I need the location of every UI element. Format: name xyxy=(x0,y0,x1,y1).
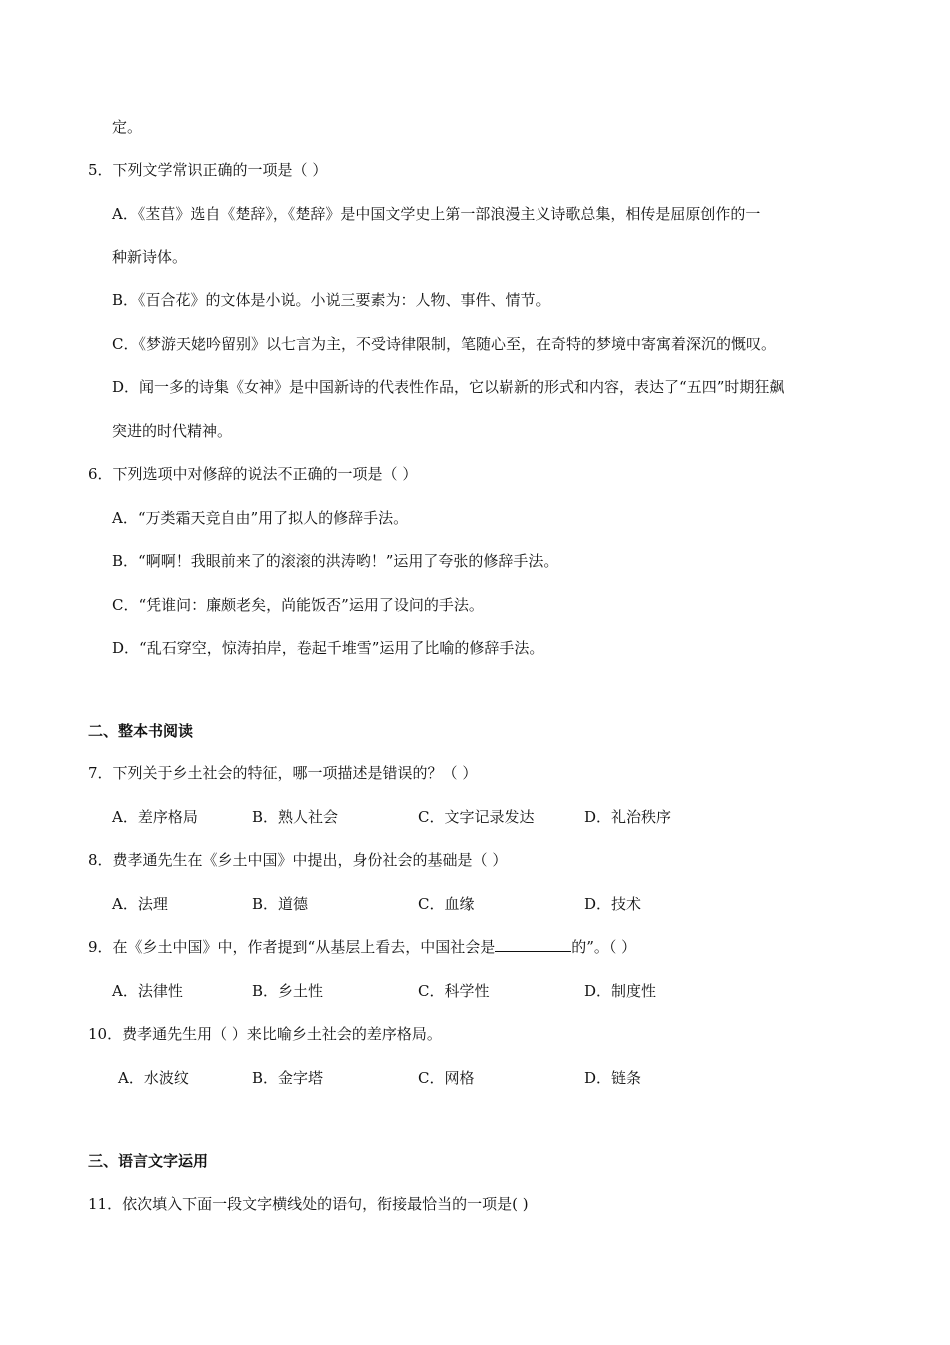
question-9-option-a: A．法律性 xyxy=(112,982,183,1000)
question-5-option-a-cont: 种新诗体。 xyxy=(112,248,188,266)
question-6-option-d: D．“乱石穿空，惊涛拍岸，卷起千堆雪”运用了比喻的修辞手法。 xyxy=(112,639,545,657)
question-8-option-c: C．血缘 xyxy=(418,895,475,913)
question-8-option-b: B．道德 xyxy=(252,895,309,913)
question-9-stem-before: 9．在《乡土中国》中，作者提到“从基层上看去，中国社会是 xyxy=(88,938,496,956)
question-10-option-b: B．金字塔 xyxy=(252,1069,324,1087)
question-10-option-a: A．水波纹 xyxy=(118,1069,189,1087)
question-6-option-c: C．“凭谁问：廉颇老矣，尚能饭否”运用了设问的手法。 xyxy=(112,596,484,614)
question-7-option-c: C．文字记录发达 xyxy=(418,808,535,826)
question-10-stem: 10．费孝通先生用（ ）来比喻乡土社会的差序格局。 xyxy=(88,1025,442,1043)
question-7-stem: 7．下列关于乡土社会的特征，哪一项描述是错误的？（ ） xyxy=(88,764,478,782)
question-8-stem: 8．费孝通先生在《乡土中国》中提出，身份社会的基础是（ ） xyxy=(88,851,508,869)
question-5-option-b: B．《百合花》的文体是小说。小说三要素为：人物、事件、情节。 xyxy=(112,291,551,309)
question-10-option-d: D．链条 xyxy=(584,1069,642,1087)
question-7-option-d: D．礼治秩序 xyxy=(584,808,672,826)
question-6-option-a: A．“万类霜天竞自由”用了拟人的修辞手法。 xyxy=(112,509,409,527)
question-5-option-a: A．《苤苢》选自《楚辞》，《楚辞》是中国文学史上第一部浪漫主义诗歌总集，相传是屈原创作的一 xyxy=(112,205,761,223)
question-9-option-b: B．乡土性 xyxy=(252,982,324,1000)
question-9-stem xyxy=(88,937,636,957)
question-6-stem: 6．下列选项中对修辞的说法不正确的一项是（ ） xyxy=(88,465,418,483)
section-3-heading: 三、语言文字运用 xyxy=(88,1152,209,1170)
question-5-stem: 5．下列文学常识正确的一项是（ ） xyxy=(88,161,328,179)
fill-in-blank-line xyxy=(495,937,571,952)
question-8-option-d: D．技术 xyxy=(584,895,642,913)
question-5-option-c: C．《梦游天姥吟留别》以七言为主，不受诗律限制，笔随心至，在奇特的梦境中寄寓着深沉的慨叹。 xyxy=(112,335,776,353)
question-9-option-c: C．科学性 xyxy=(418,982,490,1000)
question-9-stem-after: 的”。（ ） xyxy=(571,938,637,956)
question-8-option-a: A．法理 xyxy=(112,895,168,913)
question-11-stem: 11．依次填入下面一段文字横线处的语句，衔接最恰当的一项是( ) xyxy=(88,1195,529,1213)
question-9-option-d: D．制度性 xyxy=(584,982,657,1000)
continuation-text: 定。 xyxy=(112,118,143,136)
section-2-heading: 二、整本书阅读 xyxy=(88,722,194,740)
question-7-option-b: B．熟人社会 xyxy=(252,808,339,826)
question-5-option-d-cont: 突进的时代精神。 xyxy=(112,422,233,440)
question-10-option-c: C．网格 xyxy=(418,1069,475,1087)
question-6-option-b: B．“啊啊！我眼前来了的滚滚的洪涛哟！”运用了夸张的修辞手法。 xyxy=(112,552,559,570)
question-7-option-a: A．差序格局 xyxy=(112,808,198,826)
question-5-option-d: D．闻一多的诗集《女神》是中国新诗的代表性作品，它以崭新的形式和内容，表达了“五四”时期狂飙 xyxy=(112,378,785,396)
